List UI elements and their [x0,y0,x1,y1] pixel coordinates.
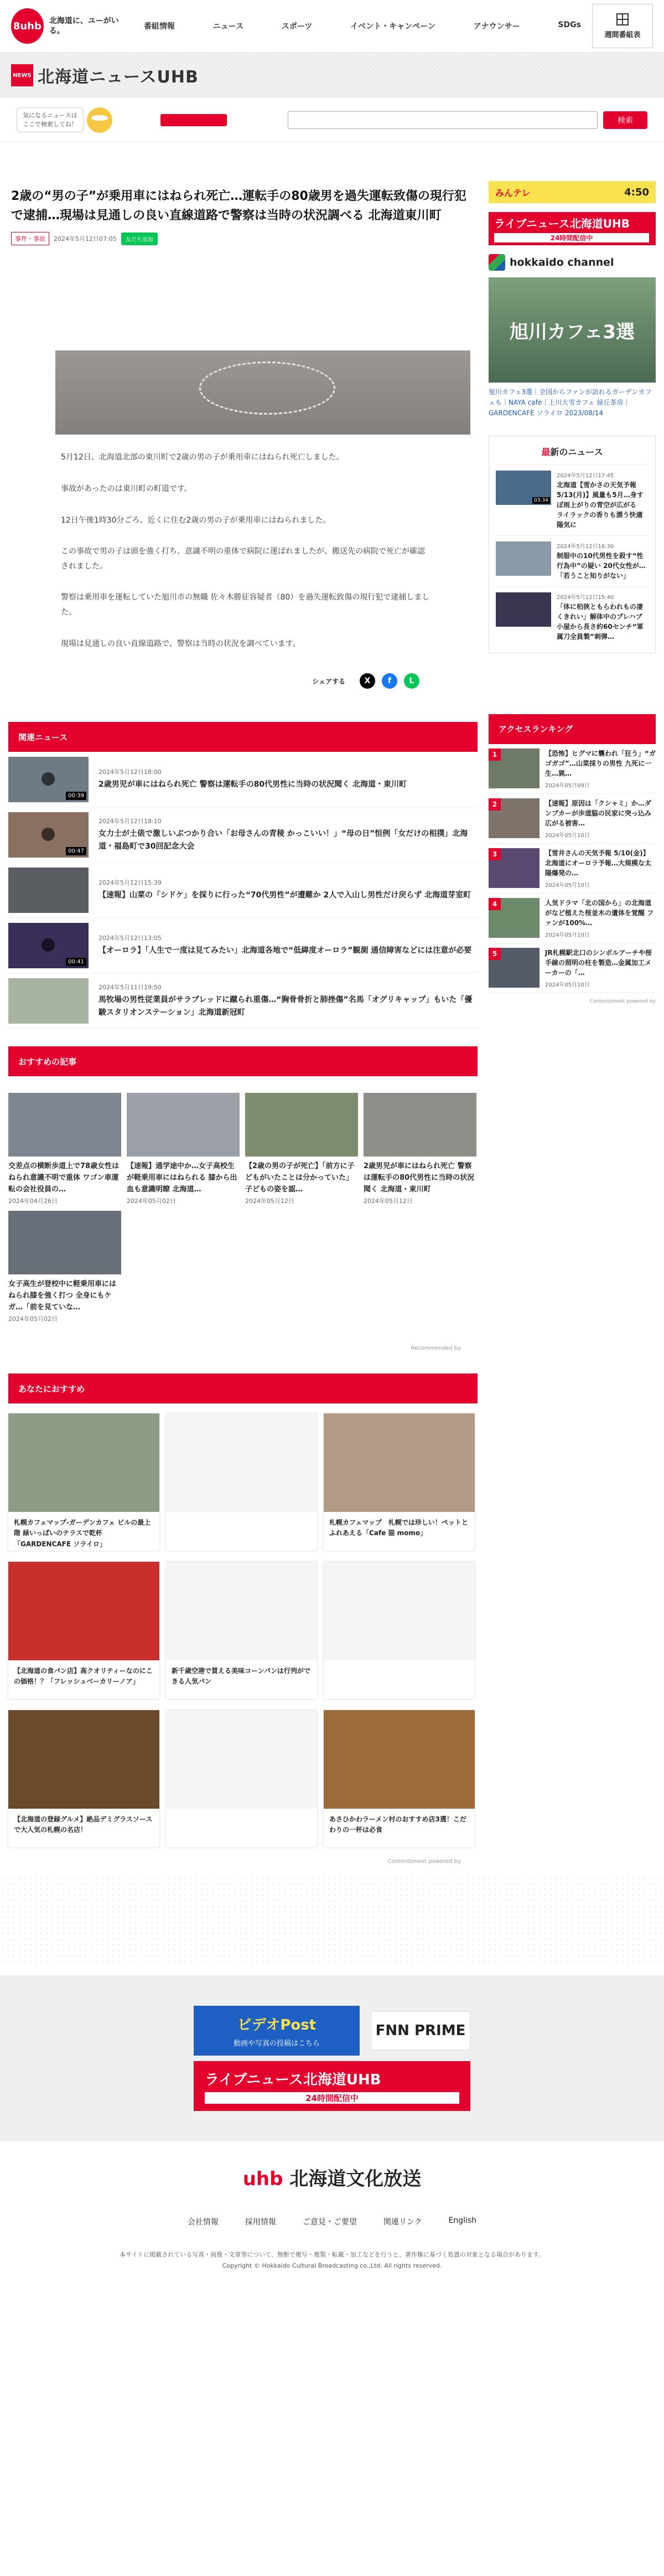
item-date: 2024年05月10日 [545,982,590,988]
leaf-icon [489,254,505,271]
main-column [8,142,478,1865]
page-body [0,142,664,1865]
duration: 00:47 [66,847,86,855]
item-title: 【速報】山菜の「シドケ」を採りに行った“70代男性”が遭難か 2人で入山し男性だけ戻らず 北海道芽室町 [98,891,471,900]
item-title: 北海道【雪かさの天気予報 5/13(月)】風量も5月…身すぼ雨上がりの青空が広がる ライラックの香りも漂う快適陽気に [557,481,644,529]
footer-link-feedback[interactable]: ご意見・ご要望 [302,2218,357,2227]
fnn-prime-banner[interactable]: FNN PRIME [371,2011,470,2050]
for-you-section [8,1374,478,1865]
logo-tagline: 北海道に、ユーがいる。 [49,16,119,35]
nav-programs[interactable]: 番組情報 [144,22,175,31]
news-uhb-logo[interactable] [11,63,199,87]
footer-link-company[interactable]: 会社情報 [187,2218,219,2227]
recommended-grid [8,1093,478,1323]
thumbnail [8,757,89,802]
item-title: 女力士が土俵で激しいぶつかり合い「お母さんの青稜 かっこいい！」“母の日”恒例「女だけの相撲」北海道・福島町で30回記念大会 [98,829,468,851]
thumbnail [489,748,540,788]
footer-link-recruit[interactable]: 採用情報 [245,2218,276,2227]
thumbnail [496,541,551,576]
grid-icon [616,13,629,25]
for-you-card[interactable] [8,1413,159,1551]
item-date: 2024年05月10日 [545,932,590,938]
item-date: 2024年05月09日 [545,782,590,789]
site-footer [0,2141,664,2272]
video-post-title: ビデオPost [237,2017,317,2034]
item-title: JR札幌駅北口のシンボルアーチや桜手線の照明の柱を製造…金属加工メーカーの「… [545,948,652,977]
thumbnail [8,868,89,913]
rank-number: 4 [489,898,501,910]
live-news-banner[interactable] [489,212,656,245]
duration: 03:34 [532,497,550,504]
news-title: 北海道ニュースUHB [38,68,199,87]
article-date: 2024年5月12日07:05 [54,235,117,243]
item-title: 馬牧場の男性従業員がサラブレッドに蹴られ重傷…“胸骨骨折と肺挫傷”名馬「オグリキャップ」もいた「優駿スタリオンステーション」北海道新冠町 [98,995,473,1017]
nav-announcers[interactable]: アナウンサー [473,22,520,31]
thumbnail [8,978,89,1024]
item-date: 2024年5月12日15:40 [557,594,614,601]
card-title: 女子高生が登校中に軽乗用車にはねられ膝を強く打つ 全身にもケガ…「前を見ていな… [8,1280,117,1312]
news-box: NEWS [11,64,33,86]
card-title: 【北海道の登録グルメ】絶品デミグラスソースで大人気の札幌の名店！ [14,1815,153,1834]
rank-number: 3 [489,848,501,860]
recommended-card[interactable] [245,1093,358,1205]
category-badge[interactable]: 事件・事故 [11,232,49,245]
card-image [8,1710,159,1809]
footer-banners [0,1975,664,2141]
card-title: 【2歳の男の子が死亡】「前方に子どもがいたことは分かっていた」子どもの姿を認… [245,1162,355,1194]
item-date: 2024年5月12日18:10 [98,818,162,825]
thumbnail [496,592,551,627]
recommended-heading: おすすめの記事 [8,1046,478,1076]
card-title: あさひかわラーメン村のおすすめ店3選！こだわりの一杯は必食 [329,1815,466,1834]
minna-label: みんテレ [495,187,531,198]
top-header [0,0,664,53]
article [8,187,478,689]
nav-news[interactable]: ニュース [212,22,244,31]
thumbnail [8,812,89,858]
search-bubble [17,105,155,136]
card-title [166,1512,317,1551]
thumbnail [496,471,551,505]
list-item[interactable] [8,973,478,1029]
for-you-grid [8,1413,478,1847]
article-hero-image [55,350,470,435]
mascot-icon [87,107,112,133]
item-title: 【オーロラ】「人生で一度は見てみたい」北海道各地で“低緯度オーロラ”観測 通信障害などには注意が必要 [98,946,472,956]
footer-note [0,2249,664,2272]
latest-heading: 最新のニュース [541,446,603,457]
ranking-by: Contentsmeet powered by [589,998,656,1004]
item-date: 2024年5月11日19:50 [98,984,162,992]
thumbnail [489,848,540,888]
article-body [11,450,475,651]
recommended-card[interactable] [127,1093,240,1205]
search-bubble-text: 気になるニュースは ここで検索してね！ [17,107,84,132]
related-news-heading: 関連ニュース [8,722,478,752]
list-item[interactable] [489,844,656,894]
footer-live-sub: 24時間配信中 [205,2092,459,2104]
for-you-card[interactable] [8,1562,159,1699]
copyright: Copyright © Hokkaido Cultural Broadcasting co.,Ltd. All rights reserved. [222,2262,442,2269]
hokkaido-channel-name: hokkaido channel [510,256,614,269]
dotted-spacer [0,1876,664,1964]
thumbnail [8,923,89,968]
card-date: 2024年05月12日 [364,1197,413,1205]
item-date: 2024年5月12日17:45 [557,472,614,479]
for-you-by: Contentsmeet powered by [387,1859,461,1865]
item-title: 人気ドラマ「北の国から」の北海道がなど植えた桜並木の遺体を覚醒 ファンが100%… [545,899,654,927]
play-icon [42,772,55,786]
line-share-icon[interactable]: L [404,673,419,689]
item-title: 【雪井さんの天気予報 5/10(金)】北海道にオーロラ予報…大規模な太陽爆発の… [545,849,652,877]
search-button[interactable]: 検索 [603,111,647,129]
nav-sports[interactable]: スポーツ [281,22,313,31]
related-news [8,722,478,1029]
recommended-by: Recommended by [411,1345,461,1352]
ranking-heading: アクセスランキング [489,714,656,744]
card-title [166,1809,317,1847]
minna-tele-banner[interactable] [489,181,656,203]
card-title [324,1660,475,1699]
list-item[interactable] [8,752,478,807]
for-you-card[interactable] [166,1413,317,1551]
card-date: 2024年05月12日 [245,1197,294,1205]
for-you-card[interactable] [166,1562,317,1699]
hokkaido-channel-caption[interactable]: 旭川カフェ3選｜全国からファンが訪れるガーデンカフェも｜NAYA cafe｜上川大雪カフェ 緑丘茶房｜GARDENCAFE ソライロ 2023/08/14 [489,388,652,417]
thumbnail [489,948,540,988]
item-title: 制服中の10代男性を殺す“性行為中”の疑い 20代女性が…「若うこと知りがない」 [557,551,646,580]
share-label: シェアする [312,677,345,685]
for-you-card[interactable] [324,1413,475,1551]
for-you-card[interactable] [324,1562,475,1699]
card-title: 【速報】通学途中か…女子高校生が軽乗用車にはねられる 膝から出血も意識明瞭 北海道… [127,1162,237,1194]
item-date: 2024年5月12日16:30 [557,543,614,550]
card-title: 【北海道の食パン店】高クオリティーなのにこの価格！？「フレッシュベーカリーノア」 [14,1667,153,1686]
for-you-heading: あなたにおすすめ [8,1374,478,1403]
live-banner-title: ライブニュース北海道UHB [494,217,630,230]
minna-time: 4:50 [624,186,649,198]
recommended-card[interactable] [8,1093,121,1205]
card-image [166,1562,317,1660]
footer-live-title: ライブニュース北海道UHB [205,2072,381,2089]
sidebar [489,142,656,1865]
card-image [364,1093,476,1157]
video-post-sub: 動画や写真の投稿はこちら [233,2040,320,2048]
card-date: 2024年05月02日 [127,1197,176,1205]
duration: 00:41 [66,958,86,966]
hokkaido-channel-image[interactable]: 旭川カフェ3選 [489,277,656,383]
share-bar [11,673,475,689]
footer-logo[interactable]: uhb 北海道文化放送 [242,2168,422,2191]
thumbnail [489,798,540,838]
latest-news [489,436,656,653]
line-add-friend-button[interactable]: 友だち追加 [121,233,158,245]
list-item[interactable] [8,918,478,973]
uhb-logo[interactable] [11,8,127,44]
card-date: 2024年04月26日 [8,1197,58,1205]
live-banner-sub: 24時間配信中 [494,233,649,242]
card-image [8,1093,121,1157]
recommended-card[interactable] [8,1211,121,1323]
access-ranking [489,714,656,1004]
item-date: 2024年05月10日 [545,882,590,889]
list-item[interactable] [489,943,656,993]
nav-events[interactable]: イベント・キャンペーン [350,22,435,31]
card-image [127,1093,240,1157]
card-title: 2歳男児が車にはねられ死亡 警察は運転手の80代男性に当時の状況聞く 北海道・東川町 [364,1162,475,1194]
card-image [245,1093,358,1157]
card-image [166,1710,317,1809]
nav-sdgs[interactable]: SDGs [558,20,581,29]
card-image [166,1413,317,1512]
video-post-banner[interactable] [194,2006,360,2056]
paragraph: 12日午後1時30分ごろ、近くに住む2歳の男の子が乗用車にはねられました。 [61,515,331,525]
recommended-articles [8,1046,478,1351]
item-date: 2024年5月12日13:05 [98,935,162,942]
list-item[interactable] [489,894,656,943]
item-title: 2歳男児が車にはねられ死亡 警察は運転手の80代男性に当時の状況聞く 北海道・東川町 [98,780,407,789]
card-title: 札幌カフェマップ-ガーデンカフェ ビルの最上階 緑いっぱいのテラスで乾杯「GARDENCAFE ソライロ」 [14,1519,151,1548]
search-row [0,98,664,142]
for-you-card[interactable] [166,1710,317,1847]
item-title: 【恐怖】ヒグマに襲われ「狂う」“ガゴガゴ”…山菜採りの男性 九死に一生…猟… [545,749,656,777]
search-input[interactable] [288,111,598,129]
hokkaido-channel-logo[interactable] [489,254,656,271]
play-icon [42,828,55,841]
item-date: 2024年5月12日18:00 [98,768,162,776]
search-banner-stripe [160,114,227,126]
play-icon [42,938,55,952]
card-title: 札幌カフェマップ 札幌では珍しい！ペットとふれあえる「Cafe 猫 momo」 [329,1519,468,1537]
list-item[interactable] [489,794,656,844]
footer-link-related[interactable]: 関連リンク [383,2218,422,2227]
duration: 00:39 [66,792,86,800]
list-item[interactable] [496,535,649,586]
global-nav [127,20,592,32]
rank-number: 1 [489,748,501,761]
list-item[interactable] [8,863,478,918]
rank-number: 2 [489,798,501,811]
facebook-share-icon[interactable]: f [382,673,397,689]
card-image [324,1710,475,1809]
card-image [8,1562,159,1660]
list-item[interactable] [489,744,656,794]
card-image [8,1413,159,1512]
item-title: 「体に柏狭ともらわれもの凄くきれい」解体中のプレハブ小屋から長さ約60センチ“軍属刀全員製”刺弾… [557,602,644,641]
footer-link-english[interactable]: English [448,2216,477,2226]
item-date: 2024年05月10日 [545,832,590,839]
rank-number: 5 [489,948,501,960]
for-you-card[interactable] [324,1710,475,1847]
article-title: 2歳の“男の子”が乗用車にはねられ死亡…運転手の80歳男を過失運転致傷の現行犯で逮捕…現場は見通しの良い直線道路で警察は当時の状況調べる 北海道東川町 [11,189,466,223]
copyright-notice: 本サイトに掲載されている写真・画像・文章等について、無断で複写・複製・転載・加工などを行うと、著作権に基づく処置の対象となる場合があります。 [120,2251,544,2259]
item-title: 【速報】原因は「クシャミ」か…ダンプカーが歩道脇の民家に突っ込み 広がる被害… [545,799,651,827]
weekly-guide-button[interactable] [592,4,653,48]
list-item[interactable] [8,807,478,863]
thumbnail [489,898,540,938]
x-share-icon[interactable]: X [360,673,375,689]
paragraph: 警察は乗用車を運転していた旭川市の無職 佐々木勝征容疑者（80）を過失運転致傷の現行犯で逮捕しました。 [61,593,430,617]
side-banners [489,181,656,419]
footer-links [0,2216,664,2227]
paragraph: この事故で男の子は頭を強く打ち、意識不明の重体で病院に運ばれましたが、搬送先の病院で死亡が確認されました。 [61,547,425,571]
card-image [8,1211,121,1274]
uhb-logo-badge: 8uhb [11,8,44,44]
for-you-card[interactable] [8,1710,159,1847]
footer-live-banner[interactable] [194,2061,470,2111]
paragraph: 事故があったのは東川町の町道です。 [61,484,192,493]
card-title: 交差点の横断歩道上で78歳女性はねられ意識不明で重体 ワゴン車運転の会社役員の… [8,1162,120,1194]
list-item[interactable] [496,464,649,535]
list-item[interactable] [496,586,649,647]
card-image [324,1562,475,1660]
item-date: 2024年5月12日15:39 [98,879,162,887]
paragraph: 5月12日、北海道北部の東川町で2歳の男の子が乗用車にはねられ死亡しました。 [61,453,344,462]
card-title: 新千歳空港で買える美味コーンパンは行列ができる人気パン [172,1667,310,1686]
article-meta [11,232,475,245]
card-image [324,1413,475,1512]
recommended-card[interactable] [364,1093,476,1205]
card-date: 2024年05月02日 [8,1315,58,1323]
paragraph: 現場は見通しの良い直線道路で、警察は当時の状況を調べています。 [61,639,300,648]
news-band [0,53,664,98]
weekly-guide-label: 週間番組表 [604,30,641,39]
